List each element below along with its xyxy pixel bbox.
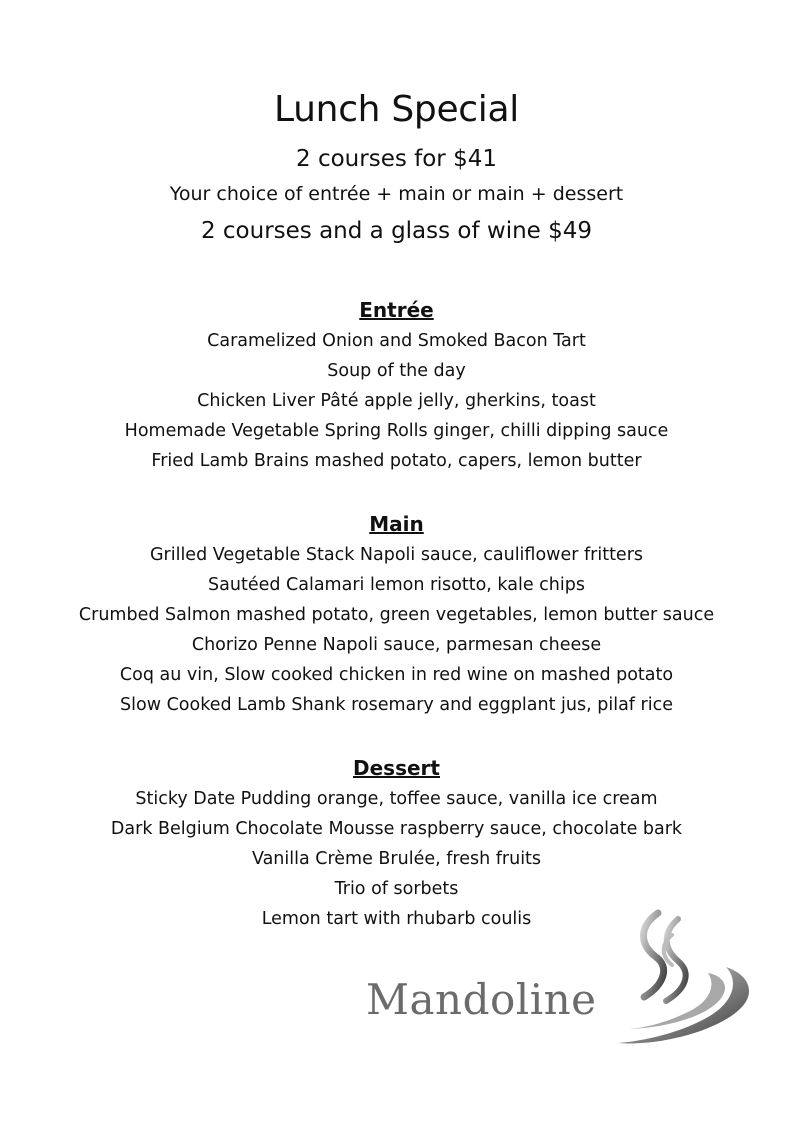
section-heading-main: Main bbox=[369, 512, 424, 536]
menu-item: Caramelized Onion and Smoked Bacon Tart bbox=[207, 331, 586, 351]
section-heading-dessert: Dessert bbox=[353, 756, 440, 780]
menu-item: Grilled Vegetable Stack Napoli sauce, cauliflower fritters bbox=[149, 545, 644, 565]
menu-item: Chicken Liver Pâté apple jelly, gherkins, toast bbox=[197, 391, 596, 411]
mandoline-logo bbox=[360, 905, 760, 1055]
menu-item: Trio of sorbets bbox=[334, 879, 459, 899]
logo-wordmark: Mandoline bbox=[366, 975, 597, 1024]
section-main bbox=[0, 510, 793, 720]
steam-swirl-icon bbox=[600, 905, 760, 1055]
main-list bbox=[0, 540, 793, 720]
course-choice-note: Your choice of entrée + main or main + dessert bbox=[169, 183, 624, 205]
menu-item: Slow Cooked Lamb Shank rosemary and eggplant jus, pilaf rice bbox=[120, 695, 673, 715]
menu-item: Lemon tart with rhubarb coulis bbox=[261, 909, 532, 929]
menu-item: Soup of the day bbox=[327, 361, 466, 381]
price-two-courses: 2 courses for $41 bbox=[296, 146, 497, 172]
menu-item: Fried Lamb Brains mashed potato, capers, lemon butter bbox=[151, 451, 642, 471]
section-heading-entree: Entrée bbox=[359, 298, 434, 322]
menu-item: Sticky Date Pudding orange, toffee sauce, vanilla ice cream bbox=[135, 789, 658, 809]
menu-item: Homemade Vegetable Spring Rolls ginger, chilli dipping sauce bbox=[124, 421, 669, 441]
menu-item: Coq au vin, Slow cooked chicken in red wine on mashed potato bbox=[119, 665, 674, 685]
page-title: Lunch Special bbox=[274, 89, 519, 130]
menu-item: Vanilla Crème Brulée, fresh fruits bbox=[251, 849, 542, 869]
menu-item: Sautéed Calamari lemon risotto, kale chips bbox=[208, 575, 585, 595]
section-entree bbox=[0, 296, 793, 476]
menu-item: Dark Belgium Chocolate Mousse raspberry sauce, chocolate bark bbox=[110, 819, 683, 839]
menu-item: Crumbed Salmon mashed potato, green vegetables, lemon butter sauce bbox=[78, 605, 715, 625]
price-with-wine: 2 courses and a glass of wine $49 bbox=[200, 218, 593, 244]
entree-list bbox=[0, 326, 793, 476]
menu-item: Chorizo Penne Napoli sauce, parmesan cheese bbox=[191, 635, 602, 655]
